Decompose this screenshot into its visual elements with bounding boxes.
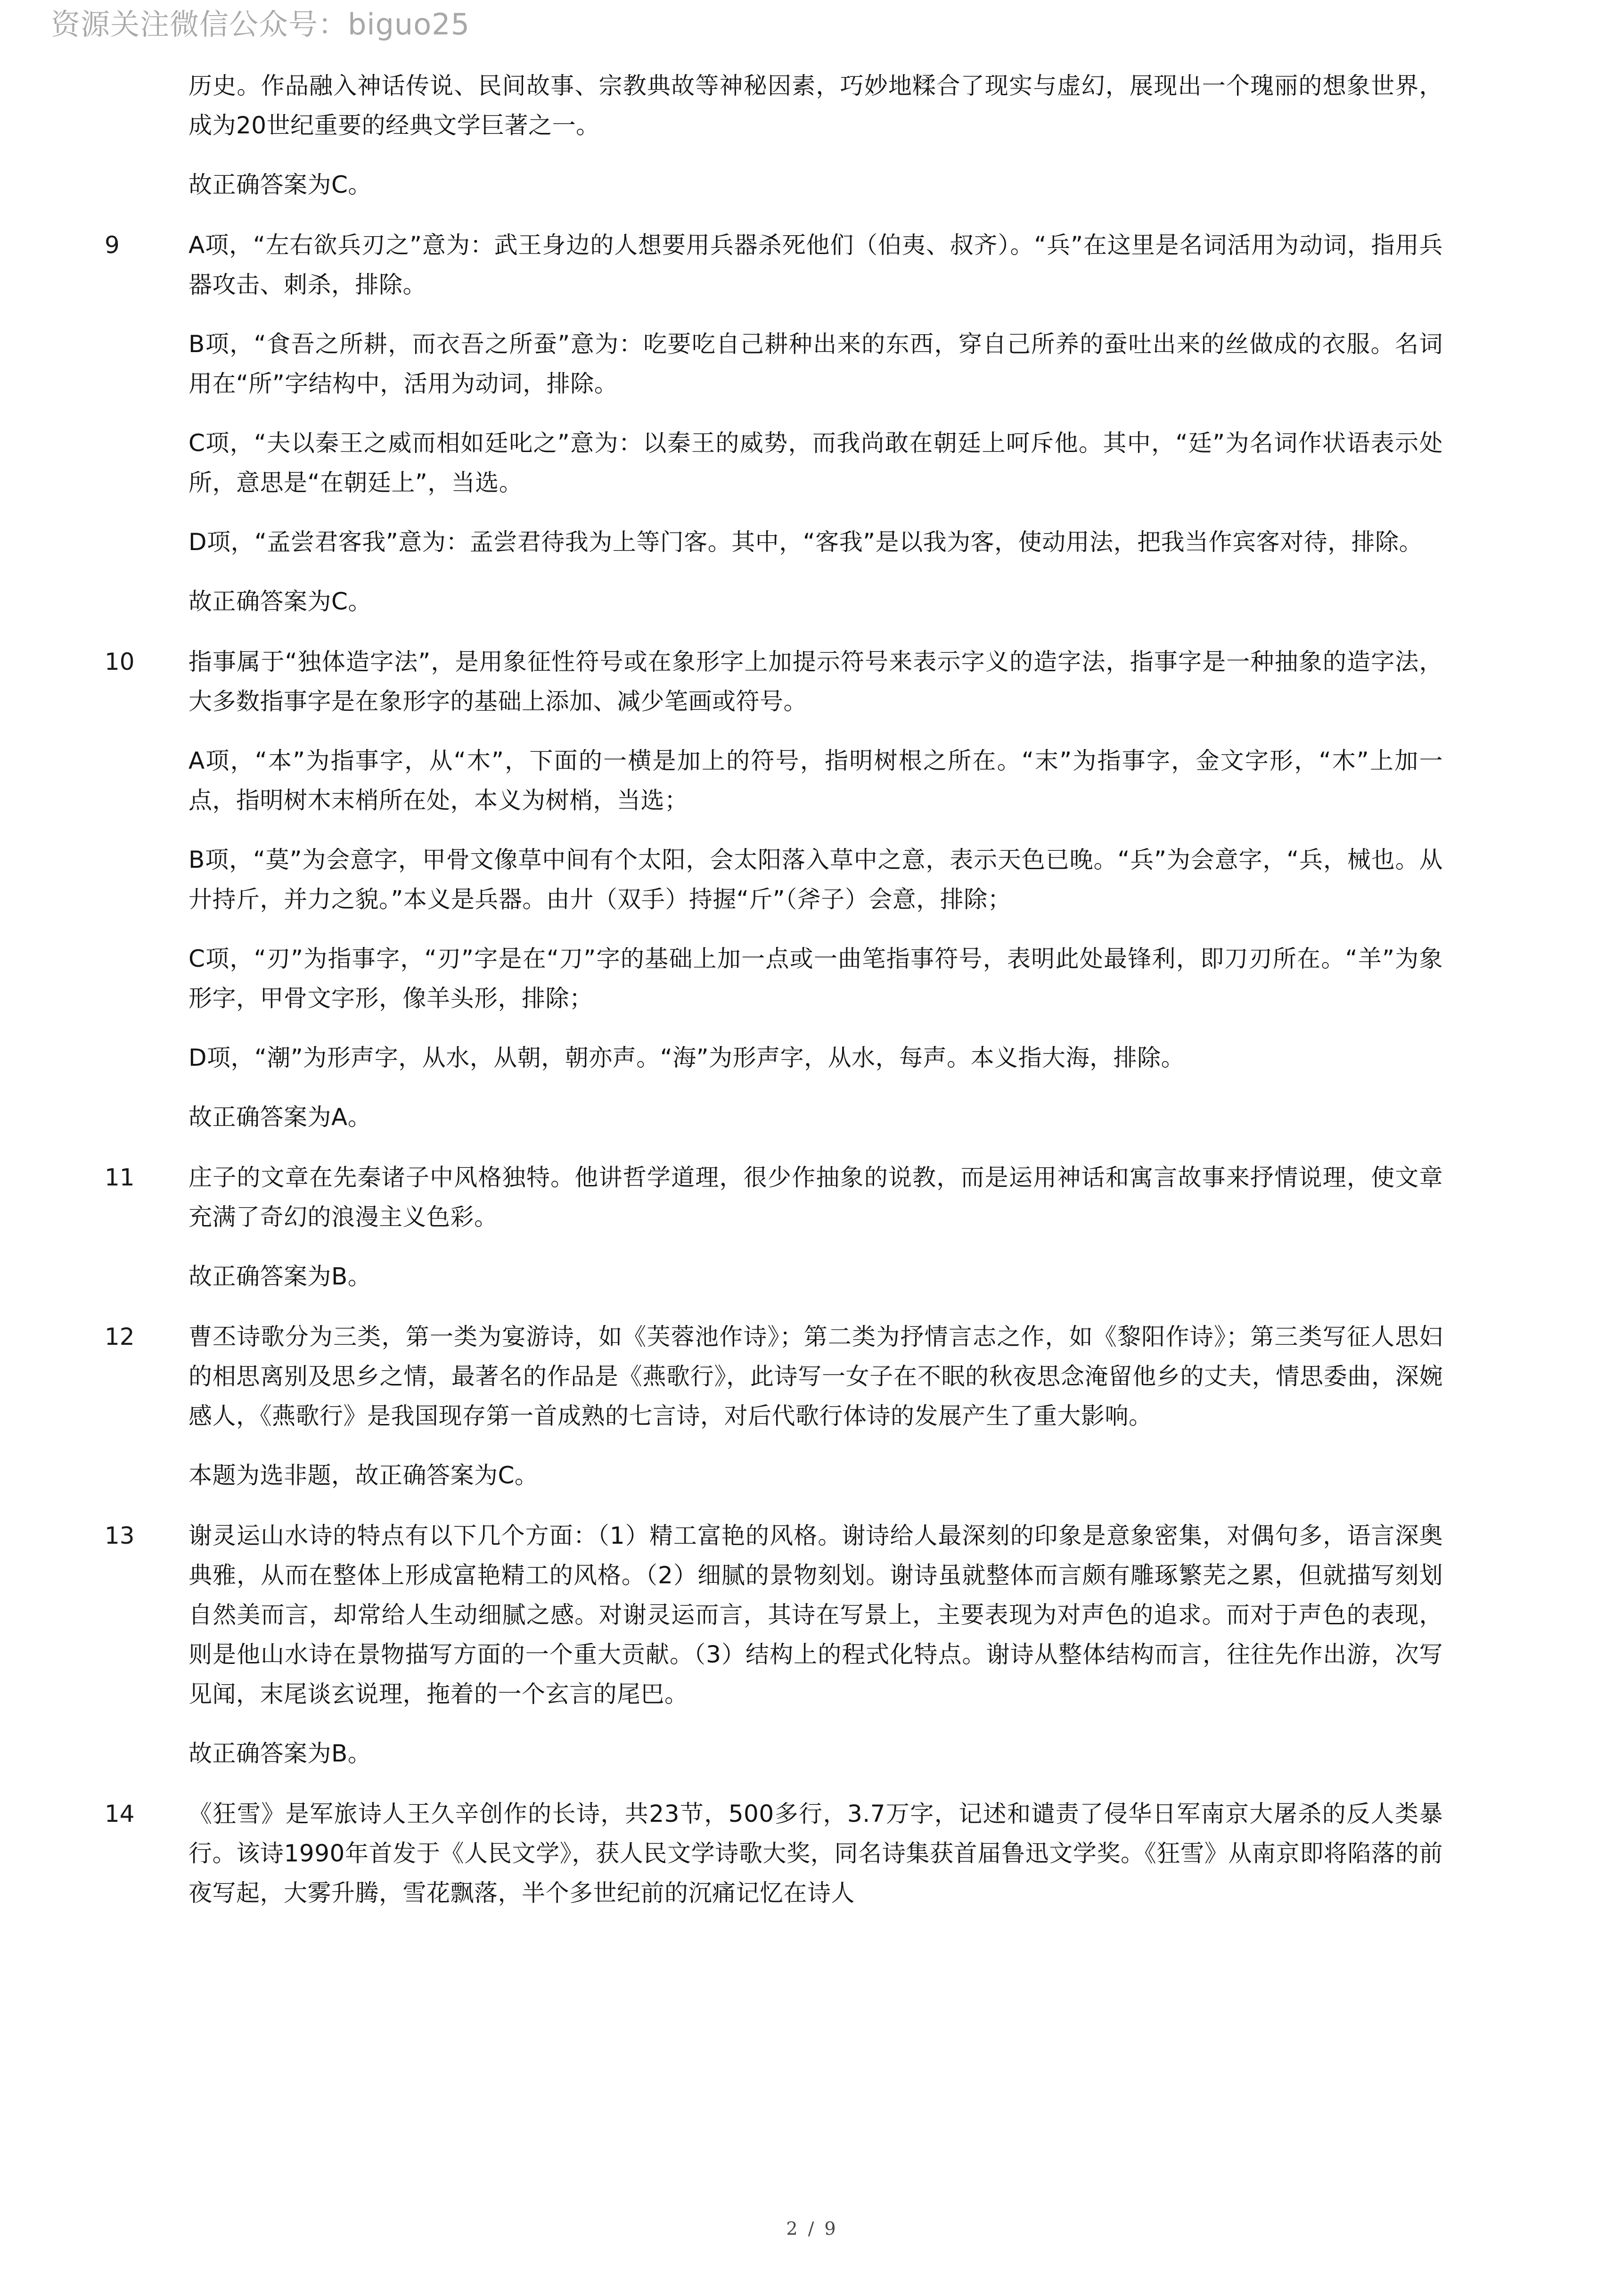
item-answer: 故正确答案为C。 xyxy=(188,588,372,615)
item-number: 13 xyxy=(105,1522,135,1549)
intro-block xyxy=(0,66,1622,205)
item-paragraph: B项，“食吾之所耕，而衣吾之所蚕”意为：吃要吃自己耕种出来的东西，穿自己所养的蚕吐出来的丝做成的衣服。名词用在“所”字结构中，活用为动词，排除。 xyxy=(188,330,1443,397)
item-paragraph: 指事属于“独体造字法”，是用象征性符号或在象形字上加提示符号来表示字义的造字法，指事字是一种抽象的造字法，大多数指事字是在象形字的基础上添加、减少笔画或符号。 xyxy=(188,648,1443,715)
item-paragraph: 《狂雪》是军旅诗人王久辛创作的长诗，共23节，500多行，3.7万字，记述和谴责了侵华日军南京大屠杀的反人类暴行。该诗1990年首发于《人民文学》，获人民文学诗歌大奖，同名诗集获首届鲁迅文学奖。《狂雪》从南京即将陷落的前夜写起，大雾升腾，雪花飘落，半个多世纪前的沉痛记忆在诗人 xyxy=(188,1800,1443,1907)
item-paragraph: D项，“潮”为形声字，从水，从朝，朝亦声。“海”为形声字，从水，每声。本义指大海，排除。 xyxy=(188,1044,1185,1071)
answer-item-10 xyxy=(0,642,1622,1137)
item-paragraph: 曹丕诗歌分为三类，第一类为宴游诗，如《芙蓉池作诗》；第二类为抒情言志之作，如《黎阳作诗》；第三类写征人思妇的相思离别及思乡之情，最著名的作品是《燕歌行》，此诗写一女子在不眠的秋夜思念淹留他乡的丈夫，情思委曲，深婉感人，《燕歌行》是我国现存第一首成熟的七言诗，对后代歌行体诗的发展产生了重大影响。 xyxy=(188,1323,1443,1430)
answer-item-9 xyxy=(0,225,1622,621)
item-paragraph: A项，“本”为指事字，从“木”，下面的一横是加上的符号，指明树根之所在。“末”为指事字，金文字形，“木”上加一点，指明树木末梢所在处，本义为树梢，当选； xyxy=(188,747,1443,814)
page-footer xyxy=(0,2218,1622,2239)
item-number: 12 xyxy=(105,1323,135,1350)
item-paragraph: A项，“左右欲兵刃之”意为：武王身边的人想要用兵器杀死他们（伯夷、叔齐）。“兵”在这里是名词活用为动词，指用兵器攻击、刺杀，排除。 xyxy=(188,231,1443,298)
answer-item-13 xyxy=(0,1516,1622,1773)
item-answer: 本题为选非题，故正确答案为C。 xyxy=(188,1462,539,1489)
item-number: 11 xyxy=(105,1164,135,1191)
item-number: 9 xyxy=(105,231,120,259)
item-paragraph: 谢灵运山水诗的特点有以下几个方面：（1）精工富艳的风格。谢诗给人最深刻的印象是意象密集，对偶句多，语言深奥典雅，从而在整体上形成富艳精工的风格。（2）细腻的景物刻划。谢诗虽就整体而言颇有雕琢繁芜之累，但就描写刻划自然美而言，却常给人生动细腻之感。对谢灵运而言，其诗在写景上，主要表现为对声色的追求。而对于声色的表现，则是他山水诗在景物描写方面的一个重大贡献。（3）结构上的程式化特点。谢诗从整体结构而言，往往先作出游，次写见闻，末尾谈玄说理，拖着的一个玄言的尾巴。 xyxy=(188,1522,1443,1708)
intro-paragraph: 历史。作品融入神话传说、民间故事、宗教典故等神秘因素，巧妙地糅合了现实与虚幻，展现出一个瑰丽的想象世界，成为20世纪重要的经典文学巨著之一。 xyxy=(188,72,1443,139)
answer-item-14 xyxy=(0,1794,1622,1913)
item-answer: 故正确答案为B。 xyxy=(188,1263,372,1290)
footer-page-number: 2 xyxy=(786,2218,798,2239)
item-paragraph: C项，“刃”为指事字，“刃”字是在“刀”字的基础上加一点或一曲笔指事符号，表明此处最锋利，即刀刃所在。“羊”为象形字，甲骨文字形，像羊头形，排除； xyxy=(188,945,1443,1012)
answer-item-11 xyxy=(0,1158,1622,1296)
document-content xyxy=(0,66,1622,1934)
item-paragraph: C项，“夫以秦王之威而相如廷叱之”意为：以秦王的威势，而我尚敢在朝廷上呵斥他。其中，“廷”为名词作状语表示处所，意思是“在朝廷上”，当选。 xyxy=(188,429,1443,496)
item-paragraph: D项，“孟尝君客我”意为：孟尝君待我为上等门客。其中，“客我”是以我为客，使动用法，把我当作宾客对待，排除。 xyxy=(188,528,1423,556)
item-answer: 故正确答案为A。 xyxy=(188,1103,372,1131)
footer-total-pages: 9 xyxy=(824,2218,836,2239)
item-number: 10 xyxy=(105,648,135,675)
item-number: 14 xyxy=(105,1800,135,1827)
item-paragraph: B项，“莫”为会意字，甲骨文像草中间有个太阳，会太阳落入草中之意，表示天色已晚。“兵”为会意字，“兵，械也。从廾持斤，并力之貌。”本义是兵器。由廾（双手）持握“斤”（斧子）会意，排除； xyxy=(188,846,1443,913)
intro-answer: 故正确答案为C。 xyxy=(188,171,372,198)
watermark-text: 资源关注微信公众号：biguo25 xyxy=(51,7,470,41)
item-paragraph: 庄子的文章在先秦诸子中风格独特。他讲哲学道理，很少作抽象的说教，而是运用神话和寓言故事来抒情说理，使文章充满了奇幻的浪漫主义色彩。 xyxy=(188,1164,1443,1231)
answer-item-12 xyxy=(0,1317,1622,1495)
item-answer: 故正确答案为B。 xyxy=(188,1740,372,1767)
footer-separator: / xyxy=(808,2218,814,2239)
